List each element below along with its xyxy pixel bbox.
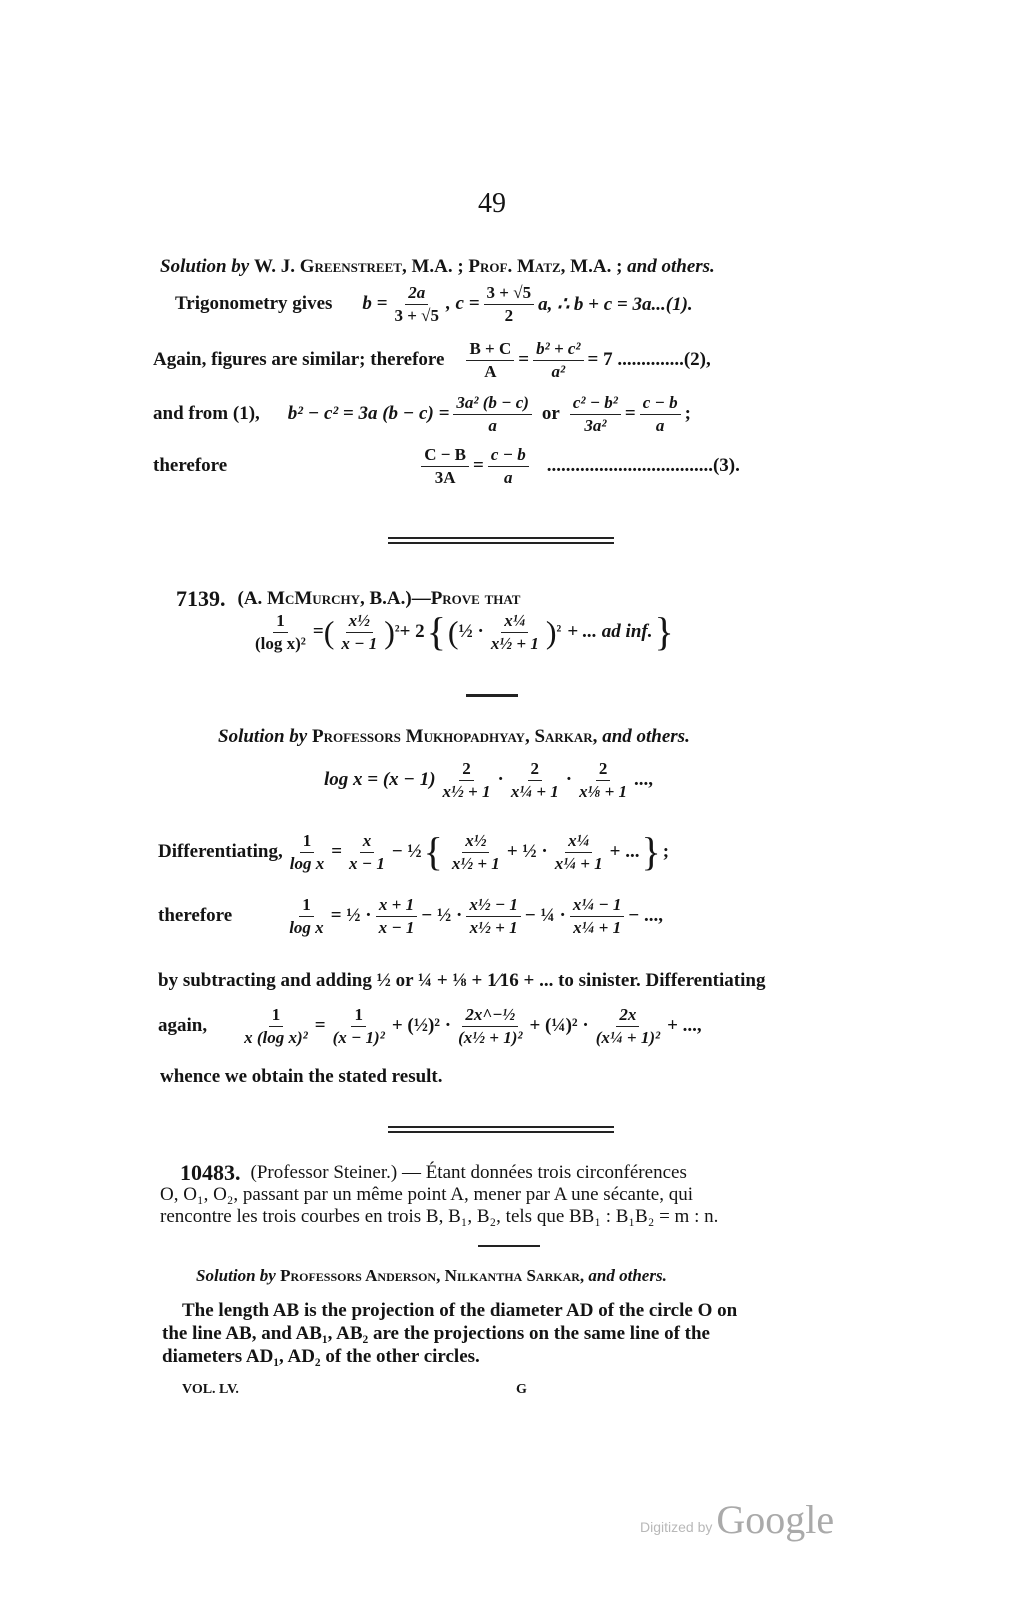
expr: + ... ad inf.: [567, 621, 653, 643]
text-line: by subtracting and adding ½ or ¼ + ⅛ + 1⁄16 + ... to sinister. Differentiating: [158, 970, 766, 991]
fraction: [287, 832, 327, 873]
volume-label: VOL. LV.: [182, 1382, 239, 1397]
numerator: 2x^−½: [462, 1006, 518, 1027]
denominator: x − 1: [341, 633, 378, 653]
numerator: x¼: [565, 832, 592, 853]
numerator: 1: [299, 896, 314, 917]
question-heading: [180, 1160, 687, 1186]
denominator: x¼ + 1: [510, 781, 559, 801]
question-text: rencontre les trois courbes en trois B, B₁, B₂, tels que BB₁ : B₁B₂ = m : n.: [160, 1206, 719, 1227]
fraction: [346, 832, 388, 873]
text: Differentiating,: [158, 841, 283, 863]
expr: ½ ·: [458, 621, 484, 643]
fraction: [466, 896, 521, 937]
expr: − ½ ·: [421, 905, 463, 927]
numerator: x¼ − 1: [570, 896, 625, 917]
denominator: 3A: [434, 467, 456, 487]
fraction: [484, 284, 535, 325]
question-text: (Professor Steiner.) — Étant données trois circonférences: [250, 1162, 687, 1183]
expr: =: [624, 403, 636, 425]
expr: log x = (x − 1): [324, 769, 436, 791]
and-others: and others.: [588, 1266, 667, 1285]
numerator: B + C: [466, 340, 514, 361]
denominator: x¼ + 1: [573, 917, 622, 937]
fraction: [455, 1006, 525, 1047]
divider: [466, 694, 518, 697]
bracket: ): [384, 614, 395, 651]
signature-mark: G: [516, 1382, 527, 1397]
expr: + (½)² ·: [391, 1015, 452, 1037]
expr: − ...,: [628, 905, 663, 927]
bracket: ): [545, 614, 557, 651]
google-watermark: [640, 1496, 834, 1543]
text: and from (1),: [153, 403, 260, 425]
equation-line: [158, 829, 670, 875]
solution-heading: [218, 726, 690, 748]
equation-line-1: [175, 284, 693, 325]
page-number: 49: [478, 188, 506, 219]
expr: + (¼)² ·: [529, 1015, 589, 1037]
numerator: 1: [269, 1006, 284, 1027]
numerator: x¼: [501, 612, 528, 633]
expr: or: [541, 403, 560, 425]
numerator: x½ − 1: [466, 896, 521, 917]
fraction: [508, 760, 562, 801]
digitized-by: Digitized by: [640, 1518, 713, 1535]
fraction: [570, 896, 625, 937]
expr: =: [331, 841, 343, 863]
fraction: [593, 1006, 663, 1047]
fraction: [440, 760, 494, 801]
question-number: 10483.: [180, 1160, 241, 1185]
denominator: x½ + 1: [442, 781, 491, 801]
denominator: 2: [504, 305, 514, 325]
numerator: b² + c²: [533, 340, 583, 361]
fraction: [252, 612, 309, 653]
expr: + 2: [399, 621, 425, 643]
numerator: 1: [273, 612, 288, 633]
expr: =: [473, 455, 484, 477]
numerator: 1: [351, 1006, 366, 1027]
fraction: [533, 340, 583, 381]
expr: =: [312, 621, 324, 643]
fraction: [392, 284, 443, 325]
numerator: 1: [300, 832, 315, 853]
and-others: and others.: [627, 256, 715, 277]
denominator: x¼ + 1: [554, 853, 603, 873]
expr: ;: [662, 841, 670, 863]
fraction: [286, 896, 326, 937]
numerator: 3 + √5: [484, 284, 535, 305]
bracket: }: [654, 609, 674, 655]
numerator: 2: [459, 760, 474, 781]
question-author: (A. McMurchy, B.A.)—Prove that: [237, 588, 521, 609]
expr: − ¼ ·: [524, 905, 566, 927]
divider: [388, 1126, 614, 1128]
fraction: [330, 1006, 388, 1047]
fraction: [421, 446, 469, 487]
solution-by: Solution by: [160, 256, 250, 277]
denominator: A: [484, 361, 497, 381]
expr: a, ∴ b + c = 3a...(1).: [538, 293, 693, 315]
bracket: {: [426, 609, 446, 655]
and-others: and others.: [602, 726, 690, 747]
denominator: a²: [551, 361, 566, 381]
solvers: Professors Mukhopadhyay, Sarkar,: [311, 726, 598, 747]
numerator: x½: [346, 612, 373, 633]
equation-line: [158, 896, 663, 937]
fraction: [338, 612, 380, 653]
denominator: a: [504, 467, 513, 487]
denominator: x − 1: [349, 853, 385, 873]
text-line: whence we obtain the stated result.: [160, 1066, 443, 1087]
question-text: O, O₁, O₂, passant par un même point A, mener par A une sécante, qui: [160, 1184, 693, 1205]
divider: [478, 1245, 540, 1247]
expr: = 7 ..............(2),: [587, 349, 711, 371]
text: therefore: [153, 455, 228, 477]
google-logo: Google: [716, 1497, 835, 1542]
denominator: a: [488, 415, 497, 435]
solution-by: Solution by: [218, 726, 308, 747]
expr: + ½ ·: [506, 841, 548, 863]
numerator: x + 1: [376, 896, 417, 917]
expr: ...................................(3).: [546, 455, 740, 477]
fraction: [576, 760, 630, 801]
bracket: }: [641, 829, 661, 875]
denominator: 3 + √5: [394, 305, 440, 325]
equation-line-2: [153, 340, 711, 381]
denominator: (log x)²: [255, 633, 306, 653]
solution-by: Solution by: [196, 1266, 276, 1285]
fraction: [488, 612, 542, 653]
paragraph-line: diameters AD₁, AD₂ of the other circles.: [162, 1346, 480, 1367]
bracket: (: [447, 614, 459, 651]
divider: [388, 1131, 614, 1133]
paragraph-line: The length AB is the projection of the diameter AD of the circle O on: [182, 1300, 738, 1321]
bracket: {: [423, 829, 443, 875]
numerator: x: [360, 832, 375, 853]
fraction: [449, 832, 503, 873]
expr: + ...,: [667, 1015, 702, 1037]
denominator: (x¼ + 1)²: [595, 1027, 661, 1047]
denominator: x½ + 1: [451, 853, 500, 873]
bracket: (: [323, 614, 335, 651]
fraction: [640, 394, 681, 435]
solution-heading: [160, 256, 715, 278]
fraction: [570, 394, 621, 435]
numerator: c − b: [640, 394, 681, 415]
expr: ;: [684, 403, 691, 425]
expr: + ...: [609, 841, 640, 863]
text: Again, figures are similar; therefore: [153, 349, 445, 371]
solvers: Professors Anderson, Nilkantha Sarkar,: [280, 1266, 585, 1285]
expr: =: [518, 349, 530, 371]
denominator: (x − 1)²: [332, 1027, 385, 1047]
numerator: 3a² (b − c): [453, 394, 532, 415]
numerator: 2x: [616, 1006, 639, 1027]
expr: b =: [362, 293, 388, 315]
numerator: C − B: [421, 446, 469, 467]
question-number: 7139.: [176, 586, 226, 611]
expr: ²: [556, 623, 562, 641]
text: again,: [158, 1015, 208, 1037]
fraction: [453, 394, 532, 435]
denominator: (x½ + 1)²: [458, 1027, 523, 1047]
fraction: [466, 340, 514, 381]
expr: ²: [394, 623, 400, 641]
question-heading: [176, 586, 520, 612]
fraction: [488, 446, 529, 487]
question-formula: [248, 609, 676, 655]
paragraph-line: the line AB, and AB₁, AB₂ are the projections on the same line of the: [162, 1323, 710, 1344]
denominator: a: [655, 415, 665, 435]
numerator: 2: [528, 760, 543, 781]
denominator: x⅛ + 1: [579, 781, 628, 801]
numerator: x½: [462, 832, 489, 853]
divider: [388, 542, 614, 544]
expr: ·: [565, 769, 573, 791]
equation-line-4: [153, 446, 740, 487]
equation-line-3: [153, 394, 691, 435]
expr: ...,: [634, 769, 654, 791]
denominator: x (log x)²: [244, 1027, 308, 1047]
denominator: x − 1: [378, 917, 415, 937]
denominator: x½ + 1: [469, 917, 518, 937]
expr: b² − c² = 3a (b − c) =: [287, 403, 450, 425]
solution-heading: [196, 1266, 667, 1286]
denominator: 3a²: [584, 415, 607, 435]
numerator: c − b: [488, 446, 529, 467]
equation-line: [324, 760, 653, 801]
text: Trigonometry gives: [175, 293, 333, 315]
expr: − ½: [391, 841, 422, 863]
equation-line: [158, 1006, 702, 1047]
fraction: [376, 896, 418, 937]
text: therefore: [158, 905, 233, 927]
expr: = ½ ·: [330, 905, 372, 927]
fraction: [552, 832, 606, 873]
expr: , c =: [446, 293, 480, 315]
denominator: log x: [289, 917, 324, 937]
solvers: W. J. Greenstreet, M.A. ; Prof. Matz, M.A. ;: [253, 256, 623, 277]
divider: [388, 537, 614, 539]
numerator: c² − b²: [570, 394, 621, 415]
expr: ·: [497, 769, 504, 791]
denominator: log x: [289, 853, 325, 873]
denominator: x½ + 1: [490, 633, 539, 653]
numerator: 2a: [405, 284, 428, 305]
numerator: 2: [596, 760, 611, 781]
fraction: [241, 1006, 311, 1047]
expr: =: [314, 1015, 326, 1037]
